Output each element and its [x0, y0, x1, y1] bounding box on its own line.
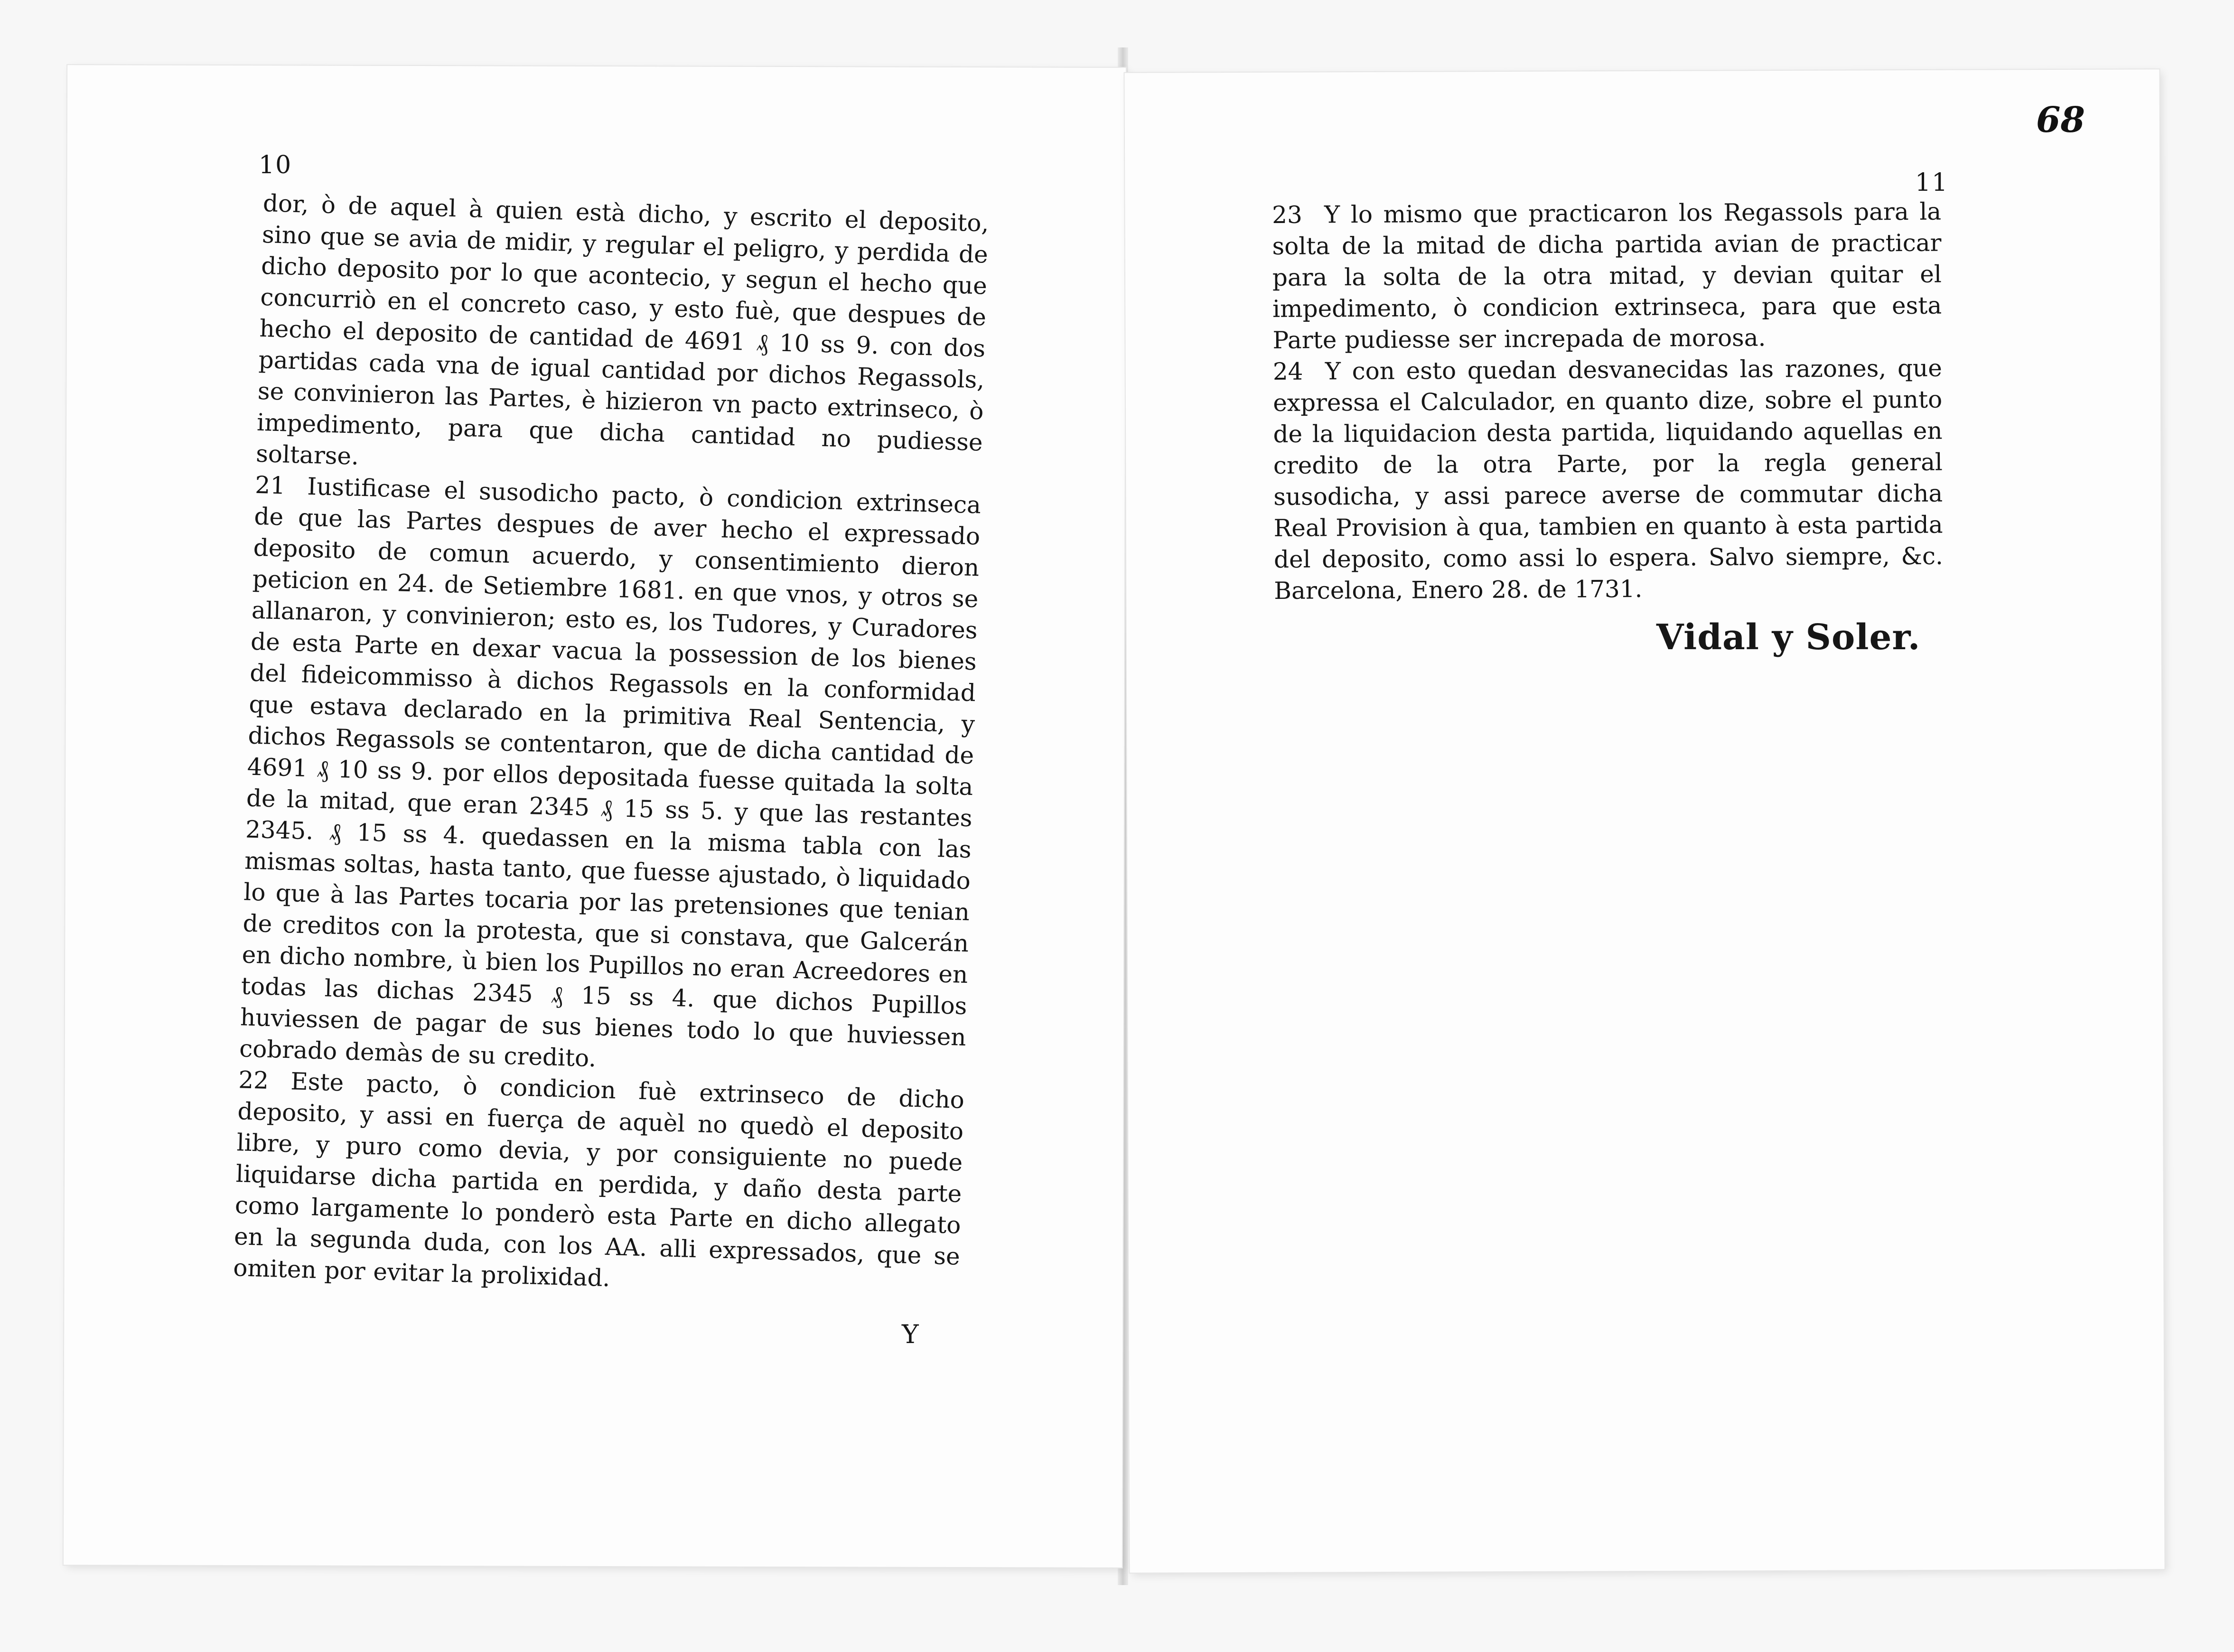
left-page-text — [233, 187, 990, 1304]
paragraph-21 — [239, 469, 981, 1084]
paragraph-continued — [255, 187, 989, 489]
folio-mark: 68 — [2036, 100, 2085, 140]
signature: Vidal y Soler. — [1656, 617, 1921, 658]
paragraph-number: 21 — [254, 471, 286, 500]
paragraph-text: Iustificase el susodicho pacto, ò condicion extrinseca de que las Partes despues de aver hecho el expressado deposito de comun acuerdo, y consentimiento dieron peticion en 24. de Setiembre 1681. en que vnos, y otros se allanaron, y convinieron; esto es, los Tudores, y Curadores de esta Parte en dexar vacua la possession de los bienes del fideicommisso à dichos Regassols en la conformidad que estava declarado en la primitiva Real Sentencia, y dichos Regassols se contentaron, que de dicha cantidad de 4691 ₰ 10 ss 9. por ellos depositada fuesse quitada la solta de la mitad, que eran 2345 ₰ 15 ss 5. y que las restantes 2345. ₰ 15 ss 4. quedassen en la misma tabla con las mismas soltas, hasta tanto, que fuesse ajustado, ò liquidado lo que à las Partes tocaria por las pretensiones que tenian de creditos con la protesta, que si constava, que Galcerán en dicho nombre, ù bien los Pupillos no eran Acreedores en todas las dichas 2345 ₰ 15 ss 4. que dichos Pupillos huviessen de pagar de sus bienes todo lo que huviessen cobrado demàs de su credito. — [239, 472, 981, 1073]
paragraph-24 — [1273, 353, 1944, 607]
paragraph-number: 23 — [1272, 201, 1302, 229]
right-page-number: 11 — [1915, 168, 1949, 197]
catchword: Y — [902, 1319, 919, 1349]
paragraph-22 — [233, 1064, 965, 1304]
right-page-text — [1272, 196, 1943, 607]
paragraph-number: 24 — [1272, 357, 1303, 385]
paragraph-text: Y con esto quedan desvanecidas las razones, que expressa el Calculador, en quanto dize, sobre el punto de la liquidacion desta partida, liquidando aquellas en credito de la otra Parte, por la regla general susodicha, y assi parece averse de commutar dicha Real Provision à qua, tambien en quanto à esta partida del deposito, como assi lo espera. Salvo siempre, &c. Barcelona, Enero 28. de 1731. — [1273, 354, 1944, 605]
left-page-number: 10 — [259, 151, 292, 179]
paragraph-text: Este pacto, ò condicion fuè extrinseco de dicho deposito, y assi en fuerça de aquèl no quedò el deposito libre, y puro como devia, y por consiguiente no puede liquidarse dicha partida en perdida, y daño desta parte como largamente lo ponderò esta Parte en dicho allegato en la segunda duda, con los AA. alli expressados, que se omiten por evitar la prolixidad. — [233, 1067, 965, 1292]
paragraph-number: 22 — [238, 1066, 269, 1095]
paragraph-text: Y lo mismo que practicaron los Regassols para la solta de la mitad de dicha partida avian de practicar para la solta de la otra mitad, y devian quitar el impedimento, ò condicion extrinseca, para que esta Parte pudiesse ser increpada de morosa. — [1272, 197, 1942, 354]
paragraph-text: dor, ò de aquel à quien està dicho, y escrito el deposito, sino que se avia de midir, y regular el peligro, y perdida de dicho deposito por lo que acontecio, y segun el hecho que concurriò en el concreto caso, y esto fuè, que despues de hecho el deposito de cantidad de 4691 ₰ 10 ss 9. con dos partidas cada vna de igual cantidad por dichos Regassols, se convinieron las Partes, è hizieron vn pacto extrinseco, ò impedimento, para que dicha cantidad no pudiesse soltarse. — [255, 189, 990, 470]
paragraph-23 — [1272, 196, 1942, 356]
